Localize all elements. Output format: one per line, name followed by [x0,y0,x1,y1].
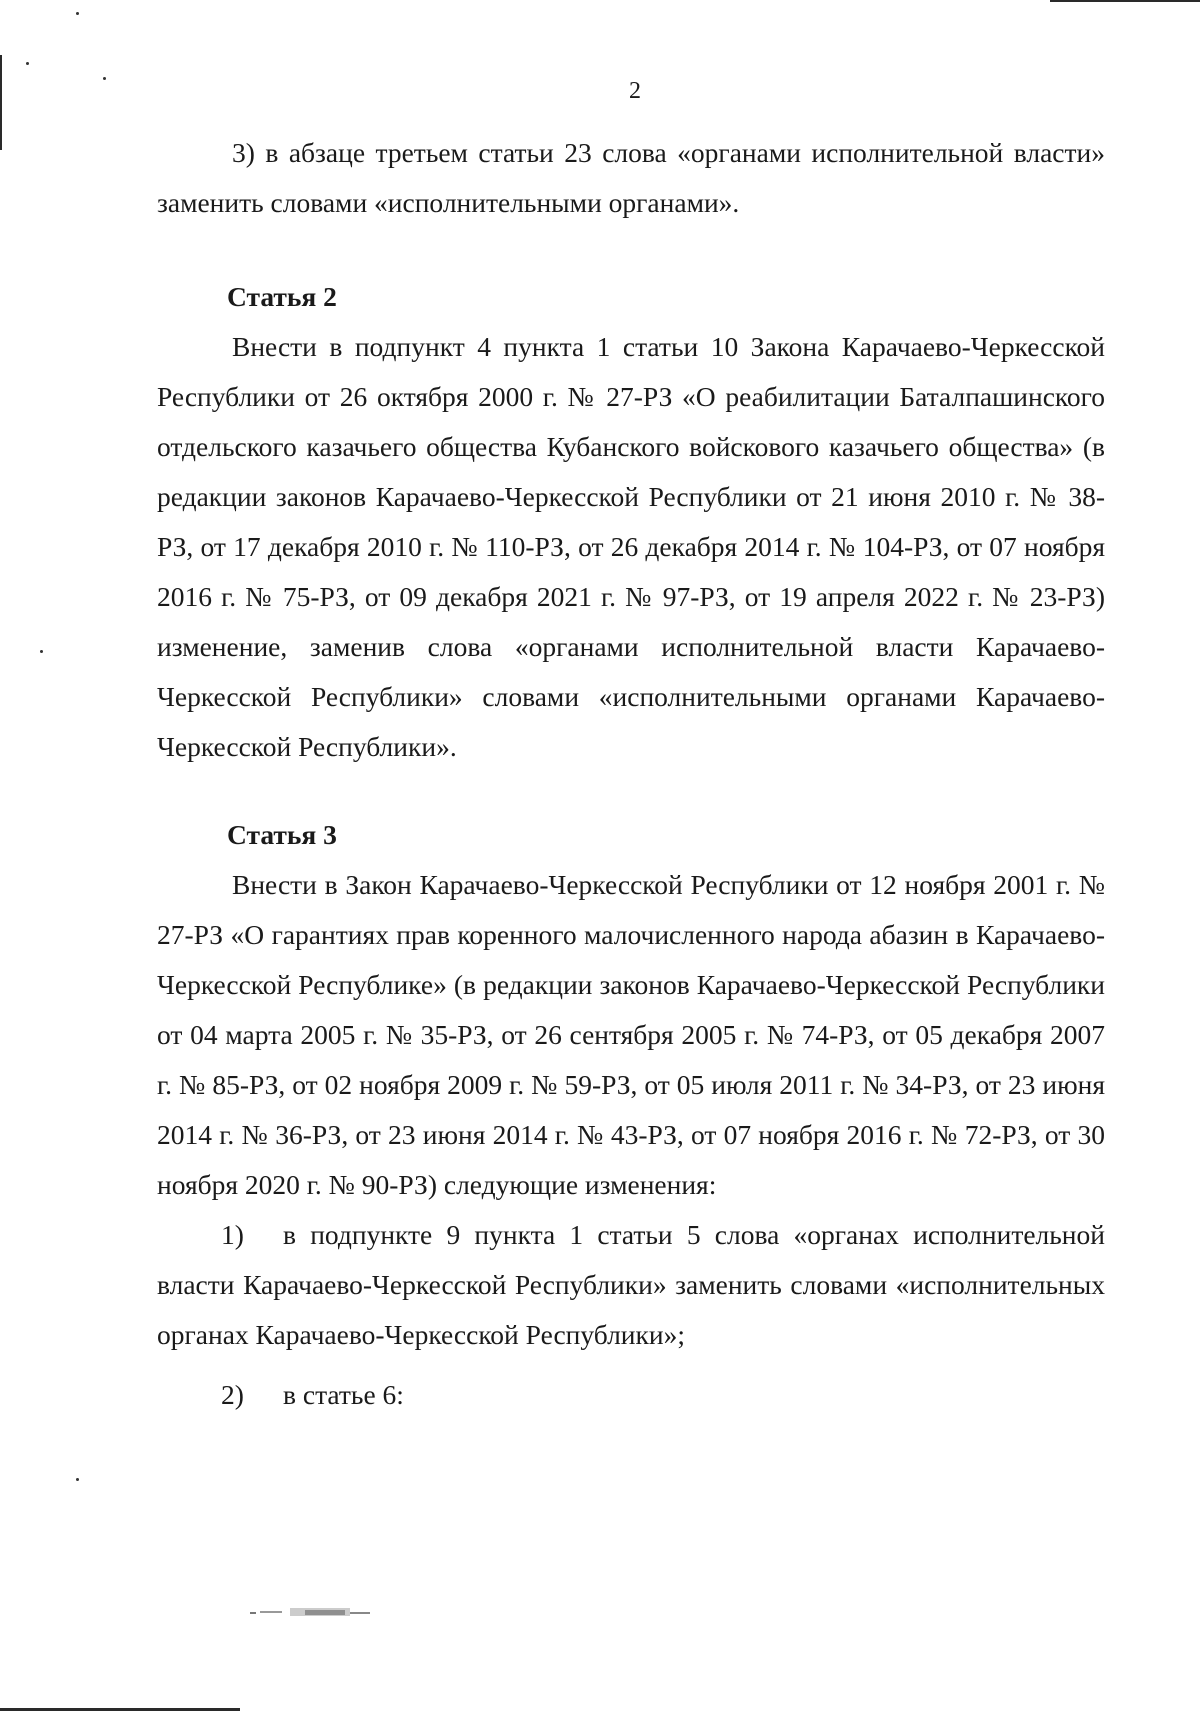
article3-list-item-2 [157,1370,1105,1420]
spacer [157,228,1105,272]
page-number: 2 [629,78,641,104]
article2-heading: Статья 2 [227,281,337,312]
article3-paragraph: Внести в Закон Карачаево-Черкесской Республики от 12 ноября 2001 г. № 27-РЗ «О гарантиях прав коренного малочисленного народа абазин в Карачаево-Черкесской Республике» (в редакции законов Карачаево-Черкесской Республики от 04 марта 2005 г. № 35-РЗ, от 26 сентября 2005 г. № 74-РЗ, от 05 декабря 2007 г. № 85-РЗ, от 02 ноября 2009 г. № 59-РЗ, от 05 июля 2011 г. № 34-РЗ, от 23 июня 2014 г. № 36-РЗ, от 23 июня 2014 г. № 43-РЗ, от 07 ноября 2016 г. № 72-РЗ, от 30 ноября 2020 г. № 90-РЗ) следующие изменения: [157,869,1105,1200]
article3-list-item-1 [157,1210,1105,1360]
article2-paragraph: Внести в подпункт 4 пункта 1 статьи 10 Закона Карачаево-Черкесской Республики от 26 октября 2000 г. № 27-РЗ «О реабилитации Баталпашинского отдельского казачьего общества Кубанского войскового казачьего общества» (в редакции законов Карачаево-Черкесской Республики от 21 июня 2010 г. № 38-РЗ, от 17 декабря 2010 г. № 110-РЗ, от 26 декабря 2014 г. № 104-РЗ, от 07 ноября 2016 г. № 75-РЗ, от 09 декабря 2021 г. № 97-РЗ, от 19 апреля 2022 г. № 23-РЗ) изменение, заменив слова «органами исполнительной власти Карачаево-Черкесской Республики» словами «исполнительными органами Карачаево-Черкесской Республики». [157,331,1105,762]
spacer [157,772,1105,810]
scan-dot [76,12,79,15]
list-number: 1) [221,1219,244,1250]
document-body [157,128,1105,1420]
scan-smudge [250,1606,400,1620]
scan-dot [26,62,29,65]
list-item-text: в подпункте 9 пункта 1 статьи 5 слова «органах исполнительной власти Карачаево-Черкесской Республики» заменить словами «исполнительных органах Карачаево-Черкесской Республики»; [157,1219,1105,1350]
scan-edge-line-bottom [0,1708,240,1711]
article1-item3-paragraph: 3) в абзаце третьем статьи 23 слова «органами исполнительной власти» заменить словами «исполнительными органами». [157,137,1105,218]
list-item-text: в статье 6: [283,1379,404,1410]
scan-edge-line-top-right [1050,0,1200,2]
article3-heading: Статья 3 [227,819,337,850]
list-number: 2) [221,1379,244,1410]
scan-dot [40,650,43,653]
scan-dot [76,1478,79,1481]
